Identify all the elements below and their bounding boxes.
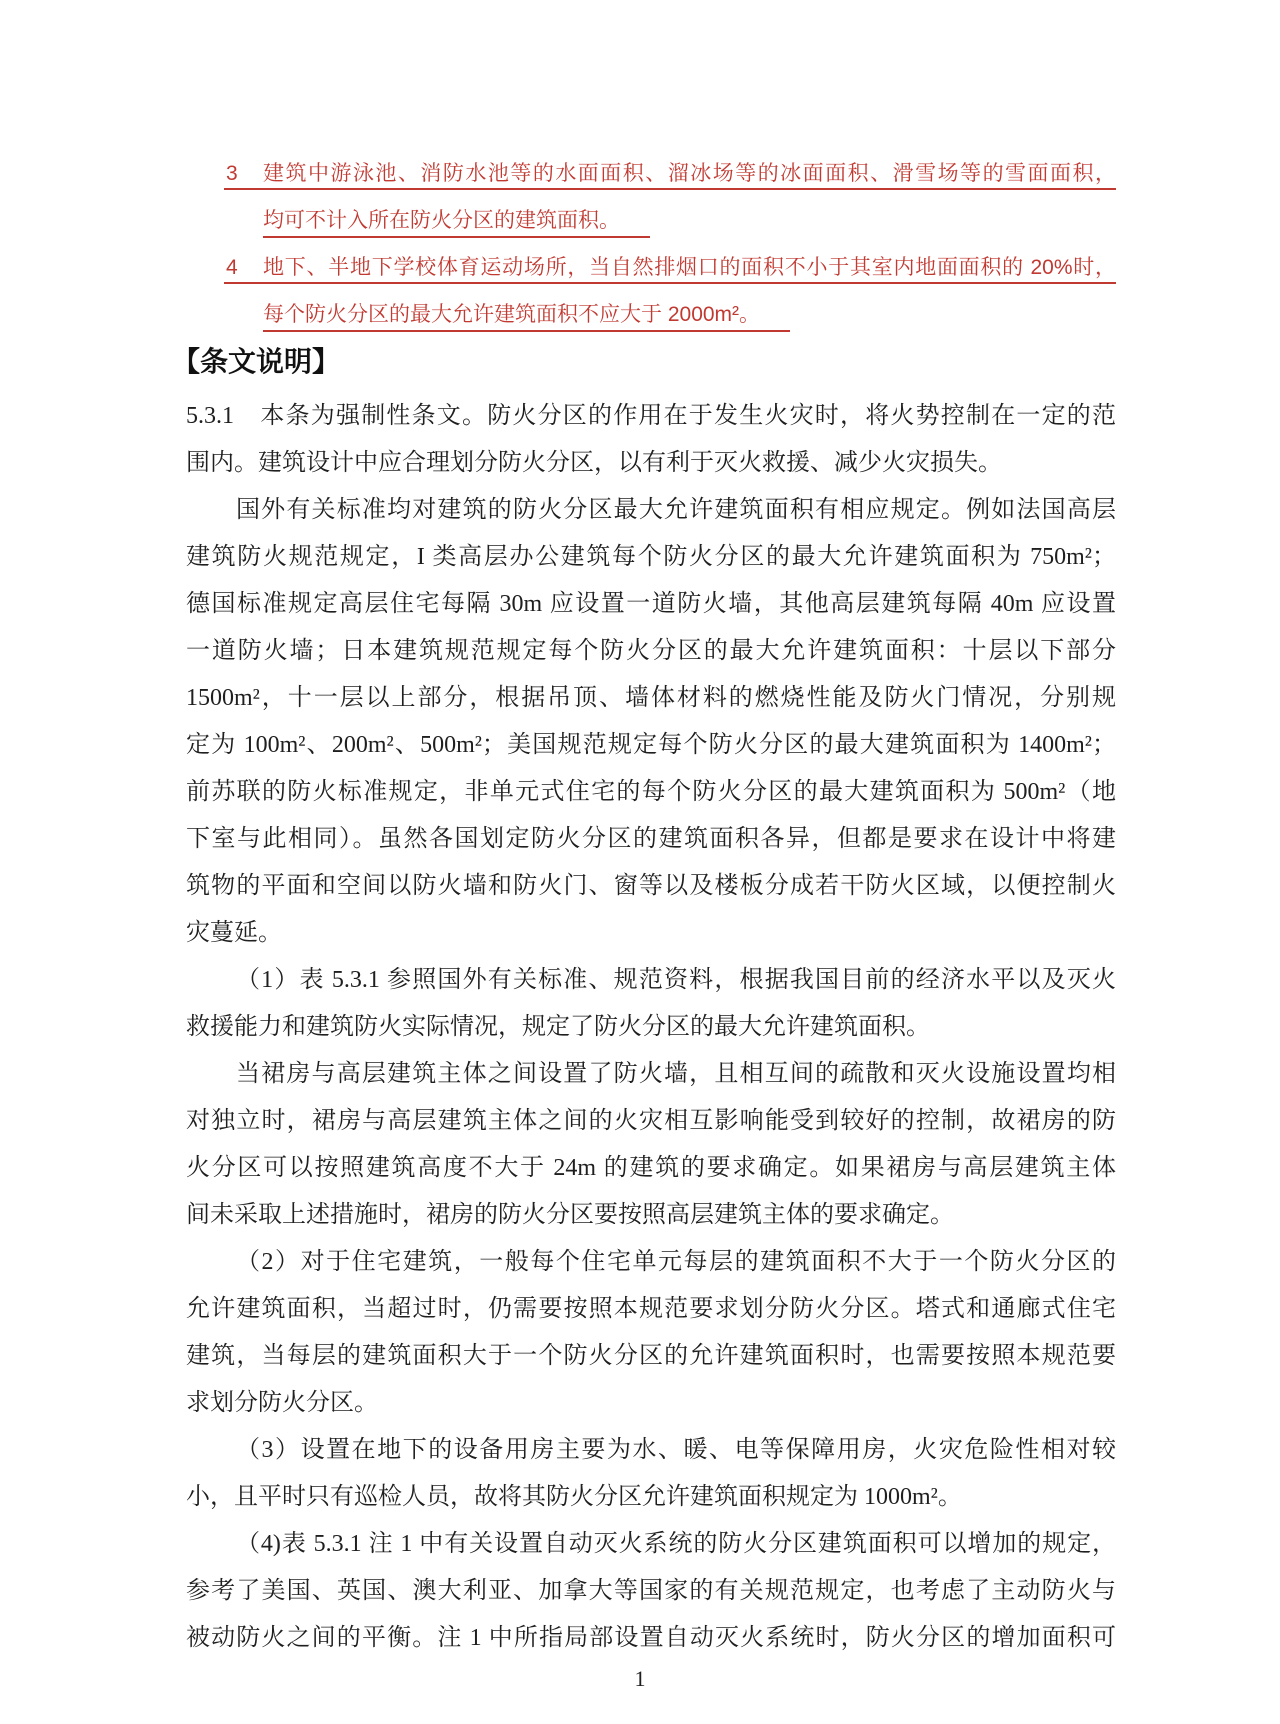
body-line: 对独立时，裙房与高层建筑主体之间的火灾相互影响能受到较好的控制，故裙房的防 (186, 1108, 1116, 1134)
clause-3-line-1 (186, 150, 1116, 197)
body-line: 求划分防火分区。 (186, 1390, 378, 1416)
clause-3-text-2: 均可不计入所在防火分区的建筑面积。 (263, 209, 650, 238)
clause-4-line-2 (186, 291, 1116, 338)
body-line: 参考了美国、英国、澳大利亚、加拿大等国家的有关规范规定，也考虑了主动防火与 (186, 1578, 1116, 1604)
body-line: （1）表 5.3.1 参照国外有关标准、规范资料，根据我国目前的经济水平以及灭火 (236, 967, 1116, 993)
body-line: 筑物的平面和空间以防火墙和防火门、窗等以及楼板分成若干防火区域，以便控制火 (186, 873, 1116, 899)
body-line: 火分区可以按照建筑高度不大于 24m 的建筑的要求确定。如果裙房与高层建筑主体 (186, 1155, 1116, 1181)
body-line: 建筑防火规范规定，I 类高层办公建筑每个防火分区的最大允许建筑面积为 750m²； (186, 544, 1116, 570)
body-line: 被动防火之间的平衡。注 1 中所指局部设置自动灭火系统时，防火分区的增加面积可 (186, 1625, 1116, 1651)
body-line: （3）设置在地下的设备用房主要为水、暖、电等保障用房，火灾危险性相对较 (236, 1437, 1116, 1463)
clause-4-number: 4 (226, 256, 238, 279)
body-line: 1500m²，十一层以上部分，根据吊顶、墙体材料的燃烧性能及防火门情况，分别规 (186, 685, 1116, 711)
body-line: 救援能力和建筑防火实际情况，规定了防火分区的最大允许建筑面积。 (186, 1014, 930, 1040)
body-line: 建筑，当每层的建筑面积大于一个防火分区的允许建筑面积时，也需要按照本规范要 (186, 1343, 1116, 1369)
body-line: 间未采取上述措施时，裙房的防火分区要按照高层建筑主体的要求确定。 (186, 1202, 954, 1228)
body-line: 允许建筑面积，当超过时，仍需要按照本规范要求划分防火分区。塔式和通廊式住宅 (186, 1296, 1116, 1322)
body-line: 定为 100m²、200m²、500m²；美国规范规定每个防火分区的最大建筑面积为 1400m²； (186, 732, 1116, 758)
clause-4-text-2: 每个防火分区的最大允许建筑面积不应大于 2000m²。 (263, 303, 790, 332)
page-content (172, 150, 1116, 1662)
body-line: （4)表 5.3.1 注 1 中有关设置自动灭火系统的防火分区建筑面积可以增加的规定， (236, 1531, 1116, 1557)
section-heading: 【条文说明】 (172, 346, 341, 377)
clause-4-line-1 (186, 244, 1116, 291)
body-line: 德国标准规定高层住宅每隔 30m 应设置一道防火墙，其他高层建筑每隔 40m 应设置 (186, 591, 1116, 617)
clause-block (186, 150, 1116, 338)
body-line: 5.3.1 本条为强制性条文。防火分区的作用在于发生火灾时，将火势控制在一定的范 (186, 403, 1116, 429)
body-line: 下室与此相同）。虽然各国划定防火分区的建筑面积各异，但都是要求在设计中将建 (186, 826, 1116, 852)
clause-3-number: 3 (226, 162, 238, 185)
body-line: 一道防火墙；日本建筑规范规定每个防火分区的最大允许建筑面积：十层以下部分 (186, 638, 1116, 664)
body-line: 国外有关标准均对建筑的防火分区最大允许建筑面积有相应规定。例如法国高层 (236, 497, 1116, 523)
body-line: 前苏联的防火标准规定，非单元式住宅的每个防火分区的最大建筑面积为 500m²（地 (186, 779, 1116, 805)
body-line: （2）对于住宅建筑，一般每个住宅单元每层的建筑面积不大于一个防火分区的 (236, 1249, 1116, 1275)
body-line: 小，且平时只有巡检人员，故将其防火分区允许建筑面积规定为 1000m²。 (186, 1484, 962, 1510)
body-line: 围内。建筑设计中应合理划分防火分区，以有利于灭火救援、减少火灾损失。 (186, 450, 1002, 476)
body-line: 当裙房与高层建筑主体之间设置了防火墙，且相互间的疏散和灭火设施设置均相 (236, 1061, 1116, 1087)
clause-3-line-2 (186, 197, 1116, 244)
explanation-body (186, 393, 1116, 1662)
page-number: 1 (634, 1666, 646, 1691)
body-line: 灾蔓延。 (186, 920, 282, 946)
clause-3-text-1: 建筑中游泳池、消防水池等的水面面积、溜冰场等的冰面面积、滑雪场等的雪面面积， (263, 162, 1116, 185)
clause-4-text-1: 地下、半地下学校体育运动场所，当自然排烟口的面积不小于其室内地面面积的 20%时， (263, 256, 1116, 279)
